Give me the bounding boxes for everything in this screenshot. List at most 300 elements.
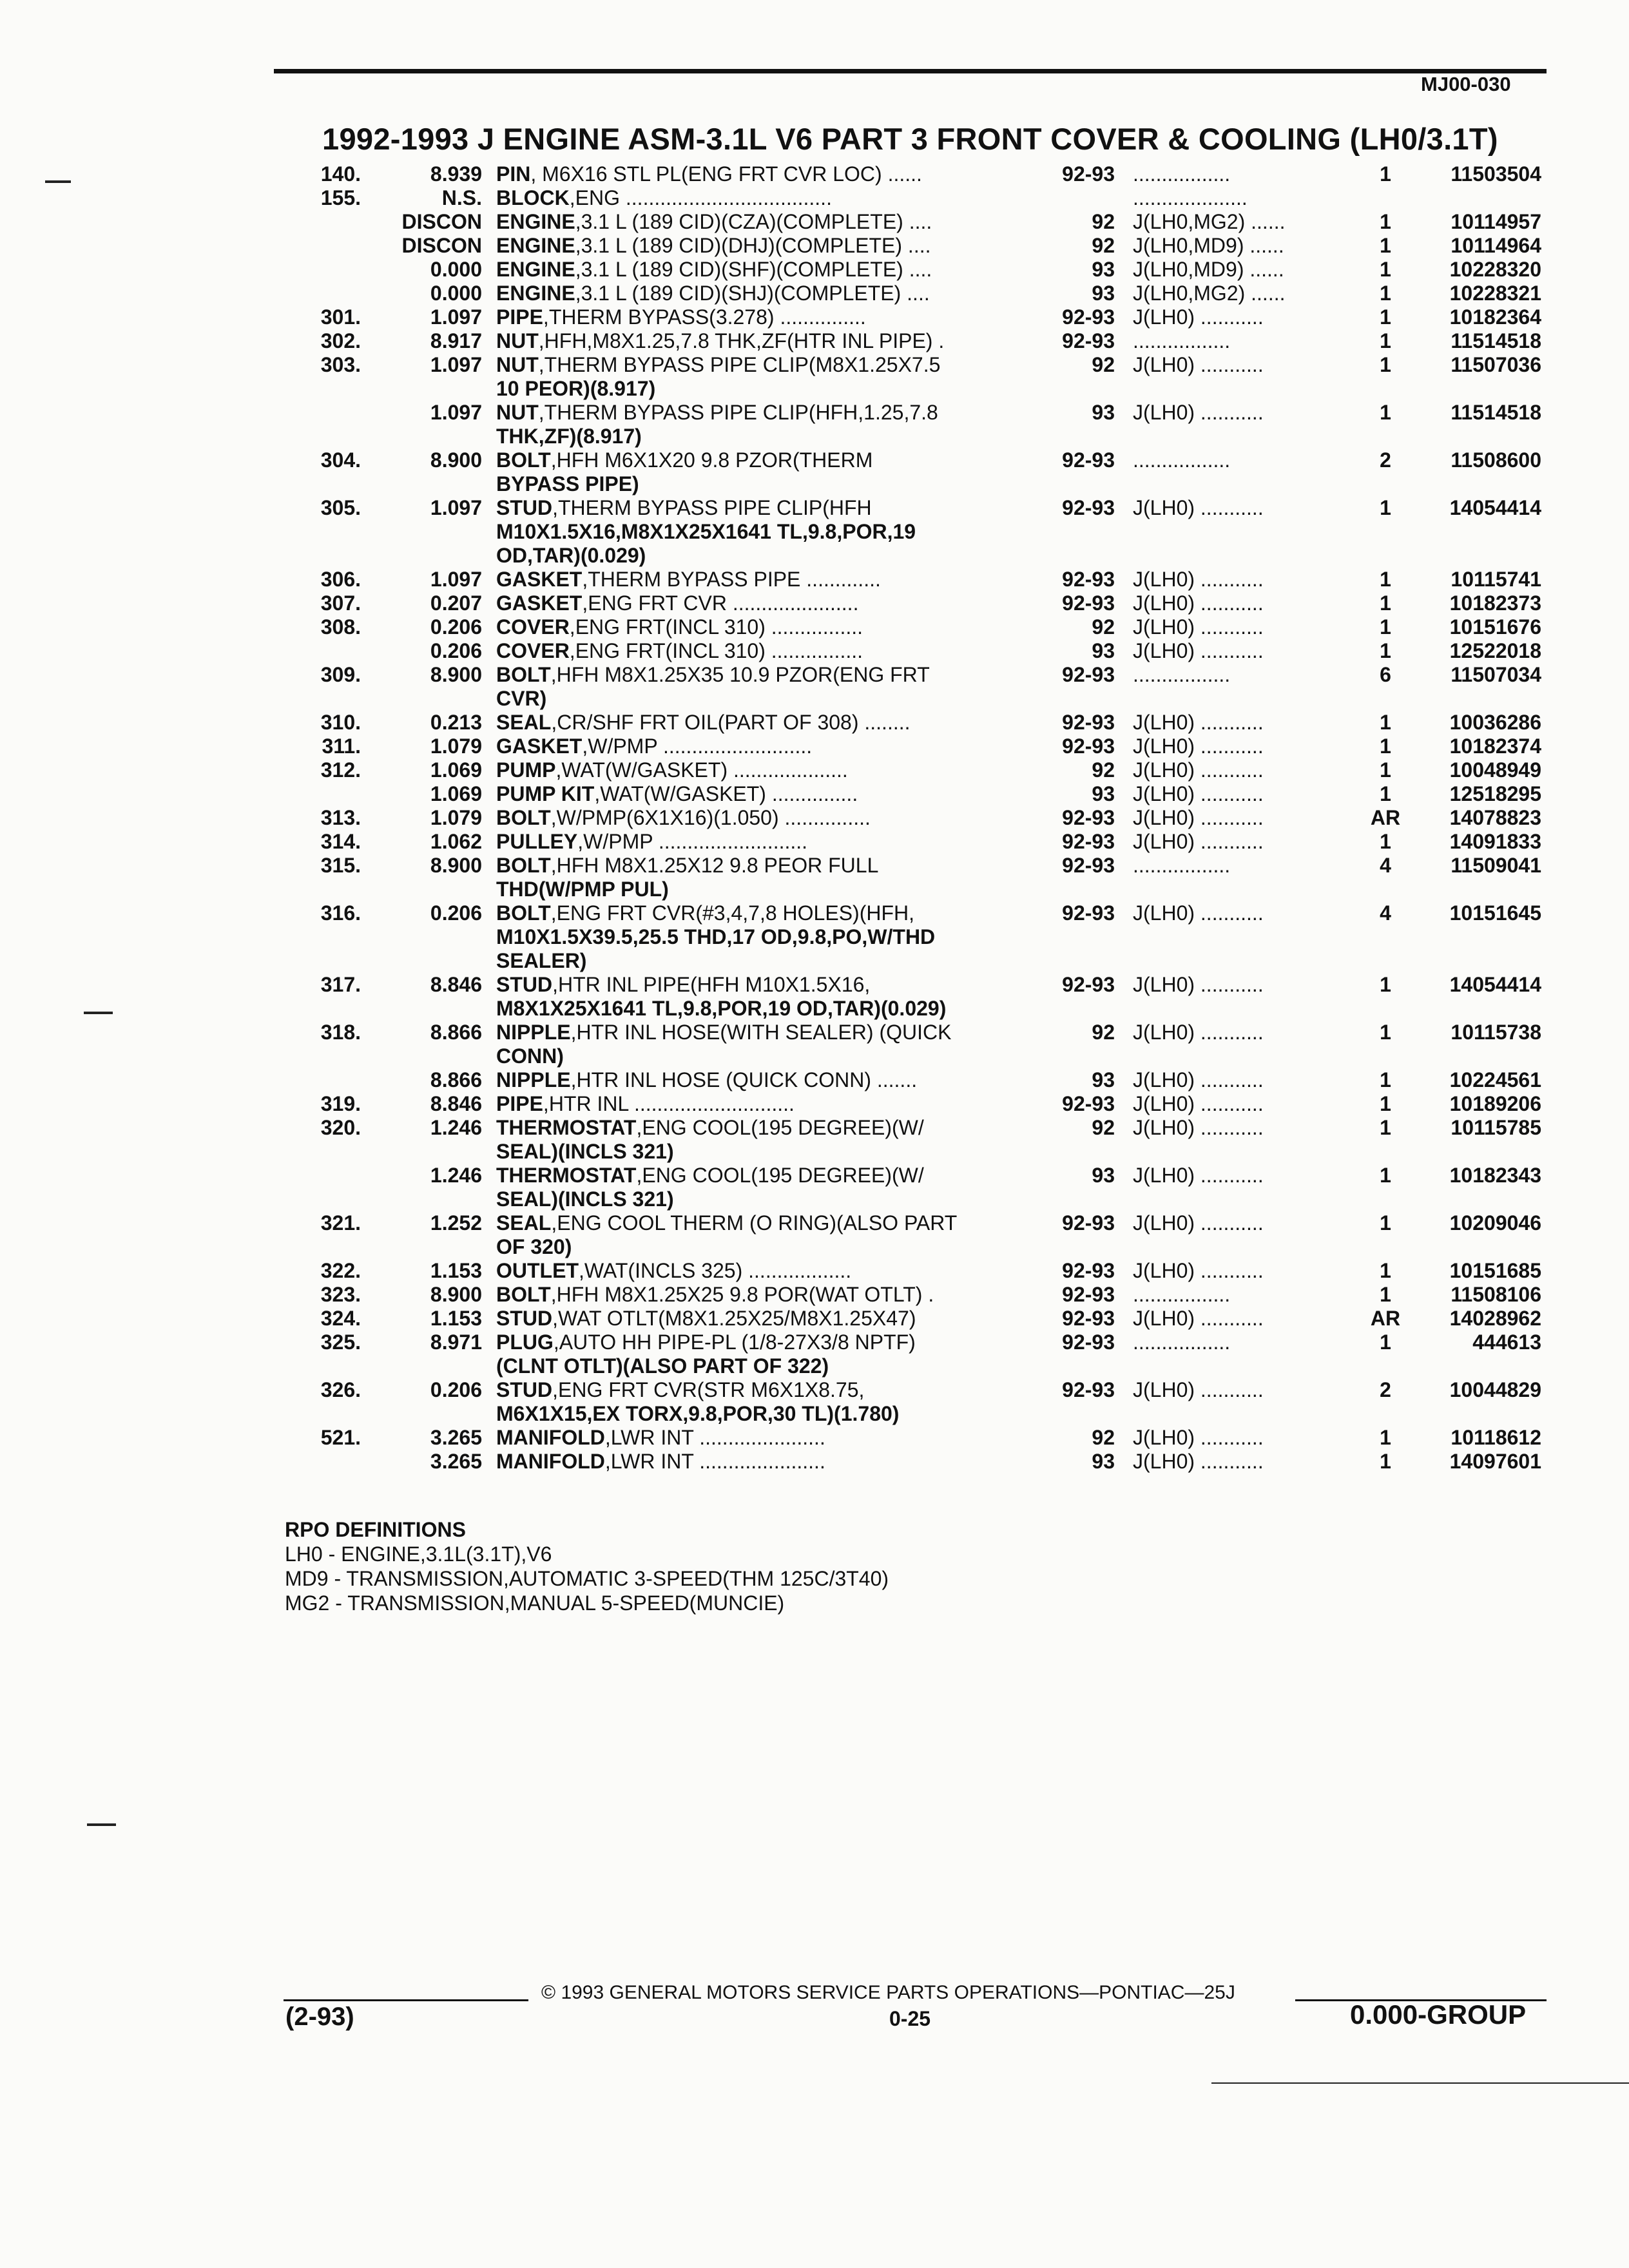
part-detail: 10 PEOR)(8.917) — [496, 377, 656, 400]
part-detail: ,HFH M6X1X20 9.8 PZOR(THERM — [550, 448, 873, 472]
usage: J(LH0) ........... — [1133, 901, 1264, 925]
usage: J(LH0) ........... — [1133, 1092, 1264, 1115]
quantity: 1 — [1380, 401, 1391, 424]
parts-row — [0, 1116, 1629, 1140]
quantity: 1 — [1380, 1426, 1391, 1449]
group-number: N.S. — [441, 186, 482, 209]
model-year: 92 — [1092, 353, 1115, 376]
part-detail: ,HFH,M8X1.25,7.8 THK,ZF(HTR INL PIPE) . — [538, 329, 945, 352]
group-number: 1.097 — [430, 305, 482, 329]
ref-number: 305. — [320, 496, 361, 519]
description — [496, 1140, 1031, 1164]
group-number: 1.153 — [430, 1259, 482, 1282]
model-year: 93 — [1092, 282, 1115, 305]
part-detail: ,ENG COOL THERM (O RING)(ALSO PART — [551, 1211, 958, 1235]
quantity: 1 — [1380, 1331, 1391, 1354]
usage: J(LH0) ........... — [1133, 711, 1264, 734]
ref-number: 308. — [320, 615, 361, 639]
parts-row — [0, 258, 1629, 282]
quantity: 1 — [1380, 1164, 1391, 1187]
parts-row — [0, 544, 1629, 568]
model-year: 92-93 — [1062, 735, 1115, 758]
part-detail: ,THERM BYPASS PIPE CLIP(HFH — [552, 496, 872, 519]
parts-row — [0, 1164, 1629, 1187]
part-detail: M10X1.5X39.5,25.5 THD,17 OD,9.8,PO,W/THD — [496, 925, 936, 948]
part-detail: ,ENG COOL(195 DEGREE)(W/ — [636, 1164, 924, 1187]
part-name: STUD — [496, 1307, 553, 1330]
parts-row — [0, 1354, 1629, 1378]
parts-row — [0, 401, 1629, 425]
group-number: 0.206 — [430, 639, 482, 662]
quantity: AR — [1370, 806, 1401, 829]
ref-number: 314. — [320, 830, 361, 853]
part-number: 14097601 — [1449, 1450, 1541, 1473]
group-number: 0.206 — [430, 901, 482, 925]
part-name: NIPPLE — [496, 1021, 571, 1044]
ref-number: 312. — [320, 758, 361, 782]
ref-number: 316. — [320, 901, 361, 925]
part-detail: M8X1X25X1641 TL,9.8,POR,19 OD,TAR)(0.029) — [496, 997, 947, 1020]
part-name: PUMP — [496, 758, 556, 782]
part-number: 11507036 — [1451, 353, 1541, 376]
part-number: 14054414 — [1449, 973, 1541, 996]
model-year: 93 — [1092, 258, 1115, 281]
page-title: 1992-1993 J ENGINE ASM-3.1L V6 PART 3 FRONT COVER & COOLING (LH0/3.1T) — [322, 122, 1498, 156]
part-detail: (CLNT OTLT)(ALSO PART OF 322) — [496, 1354, 829, 1378]
parts-row — [0, 735, 1629, 758]
quantity: 1 — [1380, 830, 1391, 853]
model-year: 92-93 — [1062, 1307, 1115, 1330]
model-year: 92-93 — [1062, 1331, 1115, 1354]
part-detail: ,W/PMP .......................... — [577, 830, 808, 853]
quantity: 6 — [1380, 663, 1391, 686]
part-name: ENGINE — [496, 258, 575, 281]
part-name: GASKET — [496, 591, 583, 615]
parts-row — [0, 282, 1629, 305]
description — [496, 544, 1031, 568]
parts-row — [0, 1187, 1629, 1211]
ref-number: 315. — [320, 854, 361, 877]
part-detail: ,WAT(W/GASKET) .................... — [555, 758, 848, 782]
model-year: 92-93 — [1062, 711, 1115, 734]
scan-mark — [1211, 2082, 1629, 2084]
description — [496, 1450, 1031, 1474]
quantity: 4 — [1380, 901, 1391, 925]
ref-number: 306. — [320, 568, 361, 591]
parts-row — [0, 1402, 1629, 1426]
part-number: 444613 — [1472, 1331, 1541, 1354]
description — [496, 1331, 1031, 1354]
group-label: 0.000-GROUP — [1350, 1999, 1527, 2030]
usage: J(LH0,MD9) ...... — [1133, 258, 1284, 281]
part-detail: ,HTR INL PIPE(HFH M10X1.5X16, — [552, 973, 871, 996]
part-name: STUD — [496, 496, 553, 519]
description — [496, 1116, 1031, 1140]
part-number: 10048949 — [1449, 758, 1541, 782]
model-year: 92-93 — [1062, 329, 1115, 352]
parts-row — [0, 234, 1629, 258]
quantity: 1 — [1380, 1259, 1391, 1282]
part-detail: ,HFH M8X1.25X12 9.8 PEOR FULL — [550, 854, 879, 877]
ref-number: 302. — [320, 329, 361, 352]
group-number: 8.900 — [430, 448, 482, 472]
group-number: 8.971 — [430, 1331, 482, 1354]
group-number: 1.062 — [430, 830, 482, 853]
usage: J(LH0) ........... — [1133, 830, 1264, 853]
description — [496, 162, 1031, 186]
description — [496, 1402, 1031, 1426]
description — [496, 782, 1031, 806]
group-number: 1.252 — [430, 1211, 482, 1235]
quantity: 1 — [1380, 305, 1391, 329]
part-detail: ,HTR INL ............................ — [543, 1092, 795, 1115]
part-detail: SEAL)(INCLS 321) — [496, 1187, 674, 1211]
parts-row — [0, 1307, 1629, 1331]
part-detail: OD,TAR)(0.029) — [496, 544, 646, 567]
group-number: 0.206 — [430, 615, 482, 639]
group-number: 8.846 — [430, 1092, 482, 1115]
description — [496, 901, 1031, 925]
group-number: 8.917 — [430, 329, 482, 352]
usage: J(LH0) ........... — [1133, 1021, 1264, 1044]
part-detail: ,3.1 L (189 CID)(SHJ)(COMPLETE) .... — [575, 282, 930, 305]
group-number: 1.069 — [430, 782, 482, 805]
parts-row — [0, 782, 1629, 806]
description — [496, 591, 1031, 615]
part-name: STUD — [496, 973, 553, 996]
usage: J(LH0) ........... — [1133, 735, 1264, 758]
ref-number: 521. — [320, 1426, 361, 1449]
description — [496, 639, 1031, 663]
part-number: 10224561 — [1449, 1068, 1541, 1091]
part-detail: THK,ZF)(8.917) — [496, 425, 642, 448]
group-number: 8.939 — [430, 162, 482, 186]
description — [496, 735, 1031, 758]
part-number: 10182343 — [1449, 1164, 1541, 1187]
model-year: 92-93 — [1062, 1092, 1115, 1115]
model-year: 92-93 — [1062, 830, 1115, 853]
parts-row — [0, 186, 1629, 210]
model-year: 93 — [1092, 1450, 1115, 1473]
group-number: 8.900 — [430, 1283, 482, 1306]
quantity: 1 — [1380, 210, 1391, 233]
usage: ................. — [1133, 329, 1231, 352]
usage: J(LH0) ........... — [1133, 496, 1264, 519]
quantity: 1 — [1380, 1021, 1391, 1044]
part-name: BOLT — [496, 663, 551, 686]
description — [496, 377, 1031, 401]
part-number: 11508600 — [1451, 448, 1541, 472]
quantity: 1 — [1380, 329, 1391, 352]
model-year: 92-93 — [1062, 448, 1115, 472]
scan-mark — [84, 1012, 113, 1014]
part-detail: ,3.1 L (189 CID)(SHF)(COMPLETE) .... — [575, 258, 932, 281]
part-number: 10115785 — [1451, 1116, 1541, 1139]
description — [496, 1164, 1031, 1187]
description — [496, 1092, 1031, 1116]
quantity: 1 — [1380, 591, 1391, 615]
group-number: 1.246 — [430, 1116, 482, 1139]
usage: J(LH0,MG2) ...... — [1133, 210, 1286, 233]
group-number: 1.097 — [430, 353, 482, 376]
parts-row — [0, 758, 1629, 782]
description — [496, 353, 1031, 377]
parts-row — [0, 210, 1629, 234]
part-name: THERMOSTAT — [496, 1116, 637, 1139]
part-detail: ,LWR INT ...................... — [604, 1426, 825, 1449]
description — [496, 1187, 1031, 1211]
quantity: 1 — [1380, 1116, 1391, 1139]
usage: J(LH0) ........... — [1133, 806, 1264, 829]
part-detail: ,W/PMP(6X1X16)(1.050) ............... — [550, 806, 871, 829]
scan-mark — [87, 1823, 116, 1826]
usage: ................. — [1133, 1331, 1231, 1354]
usage: J(LH0) ........... — [1133, 1307, 1264, 1330]
parts-row — [0, 639, 1629, 663]
description — [496, 1021, 1031, 1044]
part-number: 12518295 — [1449, 782, 1541, 805]
part-number: 10044829 — [1449, 1378, 1541, 1401]
footer-rule-left — [284, 1999, 528, 2001]
quantity: 1 — [1380, 282, 1391, 305]
part-detail: ,ENG COOL(195 DEGREE)(W/ — [636, 1116, 924, 1139]
description — [496, 568, 1031, 591]
part-detail: OF 320) — [496, 1235, 572, 1258]
ref-number: 309. — [320, 663, 361, 686]
ref-number: 324. — [320, 1307, 361, 1330]
part-detail: BYPASS PIPE) — [496, 472, 639, 495]
model-year: 92-93 — [1062, 496, 1115, 519]
description — [496, 1354, 1031, 1378]
model-year: 92-93 — [1062, 1259, 1115, 1282]
part-name: BOLT — [496, 806, 551, 829]
parts-row — [0, 162, 1629, 186]
parts-row — [0, 1140, 1629, 1164]
model-year: 93 — [1092, 1068, 1115, 1091]
group-number: 0.207 — [430, 591, 482, 615]
ref-number: 321. — [320, 1211, 361, 1235]
part-number: 11508106 — [1451, 1283, 1541, 1306]
part-name: OUTLET — [496, 1259, 579, 1282]
part-name: MANIFOLD — [496, 1426, 605, 1449]
model-year: 92-93 — [1062, 854, 1115, 877]
model-year: 92 — [1092, 1116, 1115, 1139]
top-rule — [274, 69, 1547, 73]
usage: J(LH0) ........... — [1133, 1450, 1264, 1473]
quantity: 1 — [1380, 162, 1391, 186]
group-number: 3.265 — [430, 1450, 482, 1473]
description — [496, 234, 1031, 258]
quantity: 1 — [1380, 1211, 1391, 1235]
ref-number: 303. — [320, 353, 361, 376]
part-number: 10228321 — [1449, 282, 1541, 305]
part-detail: ,ENG FRT(INCL 310) ................ — [569, 639, 863, 662]
parts-row — [0, 329, 1629, 353]
group-number: 8.900 — [430, 663, 482, 686]
quantity: 1 — [1380, 1283, 1391, 1306]
description — [496, 1378, 1031, 1402]
quantity: 1 — [1380, 1092, 1391, 1115]
group-number: DISCON — [401, 210, 482, 233]
usage: J(LH0,MD9) ...... — [1133, 234, 1284, 257]
rpo-line: MD9 - TRANSMISSION,AUTOMATIC 3-SPEED(THM 125C/3T40) — [285, 1567, 889, 1590]
part-name: SEAL — [496, 711, 552, 734]
part-name: COVER — [496, 639, 570, 662]
part-detail: ,THERM BYPASS PIPE CLIP(HFH,1.25,7.8 — [538, 401, 938, 424]
part-name: BOLT — [496, 1283, 551, 1306]
quantity: 1 — [1380, 353, 1391, 376]
description — [496, 1211, 1031, 1235]
group-number: 0.000 — [430, 282, 482, 305]
usage: J(LH0) ........... — [1133, 1068, 1264, 1091]
part-detail: ,ENG FRT CVR ...................... — [582, 591, 859, 615]
parts-row — [0, 973, 1629, 997]
description — [496, 687, 1031, 711]
description — [496, 305, 1031, 329]
group-number: 0.000 — [430, 258, 482, 281]
part-detail: ,WAT(INCLS 325) .................. — [578, 1259, 852, 1282]
page-number: 0-25 — [889, 2007, 931, 2030]
ref-number: 317. — [320, 973, 361, 996]
parts-row — [0, 591, 1629, 615]
description — [496, 1426, 1031, 1450]
usage: J(LH0) ........... — [1133, 782, 1264, 805]
part-detail: ,ENG FRT CVR(#3,4,7,8 HOLES)(HFH, — [550, 901, 914, 925]
parts-row — [0, 472, 1629, 496]
description — [496, 1235, 1031, 1259]
description — [496, 258, 1031, 282]
part-number: 10036286 — [1449, 711, 1541, 734]
model-year: 92-93 — [1062, 1211, 1115, 1235]
quantity: 1 — [1380, 973, 1391, 996]
parts-row — [0, 901, 1629, 925]
quantity: 1 — [1380, 234, 1391, 257]
part-name: ENGINE — [496, 282, 575, 305]
part-name: PIPE — [496, 305, 543, 329]
usage: J(LH0) ........... — [1133, 615, 1264, 639]
model-year: 92 — [1092, 615, 1115, 639]
rpo-definitions — [285, 1517, 889, 1615]
parts-row — [0, 925, 1629, 949]
part-detail: ,HTR INL HOSE(WITH SEALER) (QUICK — [570, 1021, 952, 1044]
part-name: NIPPLE — [496, 1068, 571, 1091]
description — [496, 711, 1031, 735]
usage: J(LH0) ........... — [1133, 305, 1264, 329]
parts-row — [0, 830, 1629, 854]
part-name: BLOCK — [496, 186, 570, 209]
description — [496, 878, 1031, 901]
ref-number: 325. — [320, 1331, 361, 1354]
part-name: GASKET — [496, 568, 583, 591]
parts-row — [0, 1092, 1629, 1116]
part-number: 10151645 — [1449, 901, 1541, 925]
quantity: 1 — [1380, 711, 1391, 734]
group-number: 8.846 — [430, 973, 482, 996]
part-name: PULLEY — [496, 830, 578, 853]
parts-row — [0, 520, 1629, 544]
group-number: DISCON — [401, 234, 482, 257]
parts-row — [0, 1044, 1629, 1068]
part-detail: ,THERM BYPASS PIPE CLIP(M8X1.25X7.5 — [538, 353, 941, 376]
part-detail: ,W/PMP .......................... — [582, 735, 813, 758]
part-number: 10189206 — [1449, 1092, 1541, 1115]
model-year: 92-93 — [1062, 1283, 1115, 1306]
description — [496, 329, 1031, 353]
part-name: NUT — [496, 329, 539, 352]
description — [496, 448, 1031, 472]
part-number: 11514518 — [1451, 329, 1541, 352]
group-number: 3.265 — [430, 1426, 482, 1449]
part-detail: ,LWR INT ...................... — [604, 1450, 825, 1473]
quantity: 1 — [1380, 615, 1391, 639]
part-name: PIN — [496, 162, 531, 186]
usage: J(LH0) ........... — [1133, 973, 1264, 996]
description — [496, 615, 1031, 639]
description — [496, 1068, 1031, 1092]
description — [496, 401, 1031, 425]
parts-list — [0, 162, 1629, 1474]
part-name: COVER — [496, 615, 570, 639]
description — [496, 472, 1031, 496]
model-year: 92 — [1092, 758, 1115, 782]
model-year: 92-93 — [1062, 591, 1115, 615]
part-detail: ,CR/SHF FRT OIL(PART OF 308) ........ — [551, 711, 911, 734]
group-number: 1.097 — [430, 401, 482, 424]
description — [496, 425, 1031, 448]
part-detail: ,HFH M8X1.25X25 9.8 POR(WAT OTLT) . — [550, 1283, 934, 1306]
model-year: 92-93 — [1062, 1378, 1115, 1401]
part-number: 10114964 — [1451, 234, 1541, 257]
usage: J(LH0) ........... — [1133, 1259, 1264, 1282]
part-detail: ,ENG .................................... — [569, 186, 832, 209]
description — [496, 663, 1031, 687]
part-detail: ,ENG FRT(INCL 310) ................ — [569, 615, 863, 639]
ref-number: 319. — [320, 1092, 361, 1115]
usage: ................. — [1133, 162, 1231, 186]
parts-row — [0, 806, 1629, 830]
part-number: 14091833 — [1449, 830, 1541, 853]
description — [496, 925, 1031, 949]
usage: J(LH0) ........... — [1133, 568, 1264, 591]
group-number: 1.079 — [430, 735, 482, 758]
quantity: AR — [1370, 1307, 1401, 1330]
parts-row — [0, 1426, 1629, 1450]
usage: J(LH0) ........... — [1133, 1211, 1264, 1235]
part-name: BOLT — [496, 448, 551, 472]
part-number: 10209046 — [1449, 1211, 1541, 1235]
quantity: 1 — [1380, 758, 1391, 782]
part-detail: ,ENG FRT CVR(STR M6X1X8.75, — [552, 1378, 865, 1401]
ref-number: 323. — [320, 1283, 361, 1306]
part-name: PIPE — [496, 1092, 543, 1115]
quantity: 2 — [1380, 448, 1391, 472]
part-name: SEAL — [496, 1211, 552, 1235]
part-name: BOLT — [496, 854, 551, 877]
usage: J(LH0) ........... — [1133, 353, 1264, 376]
parts-row — [0, 949, 1629, 973]
part-detail: SEAL)(INCLS 321) — [496, 1140, 674, 1163]
ref-number: 311. — [322, 735, 361, 758]
part-detail: M6X1X15,EX TORX,9.8,POR,30 TL)(1.780) — [496, 1402, 900, 1425]
description — [496, 854, 1031, 878]
parts-row — [0, 1235, 1629, 1259]
ref-number: 326. — [320, 1378, 361, 1401]
ref-number: 318. — [320, 1021, 361, 1044]
parts-row — [0, 353, 1629, 377]
model-year: 92-93 — [1062, 305, 1115, 329]
parts-row — [0, 1378, 1629, 1402]
part-detail: ,THERM BYPASS PIPE ............. — [582, 568, 881, 591]
